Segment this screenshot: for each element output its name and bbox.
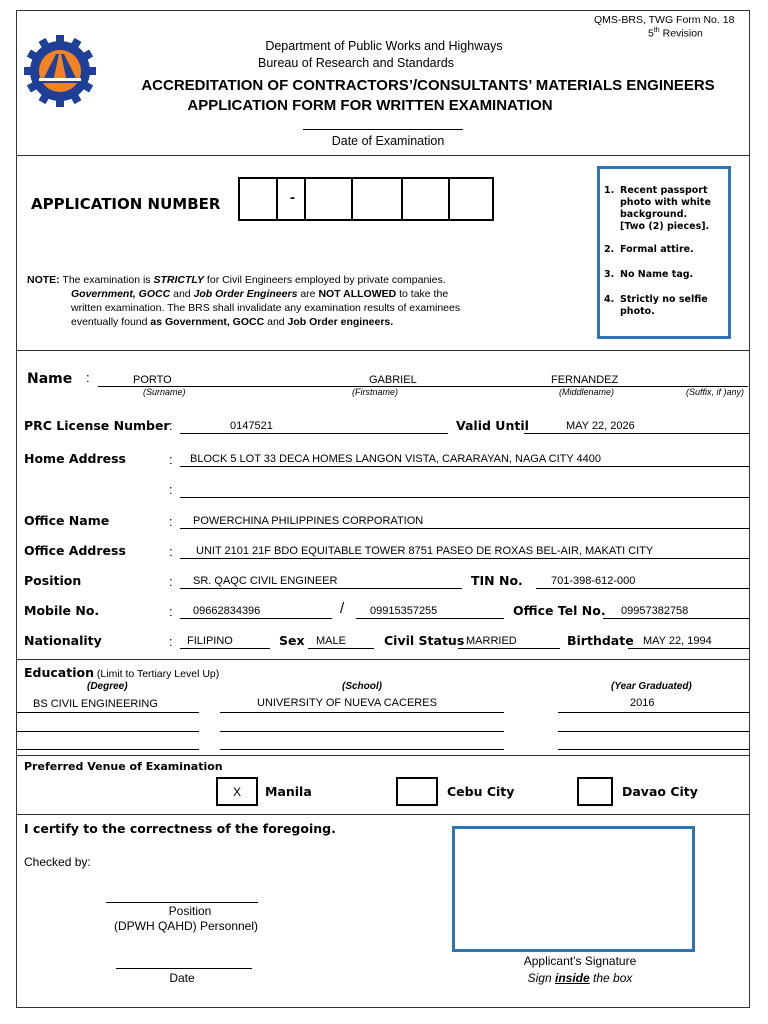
form-title-2: APPLICATION FORM FOR WRITTEN EXAMINATION — [187, 97, 553, 114]
checked-by-label: Checked by: — [24, 855, 91, 869]
sex-label: Sex — [279, 633, 305, 648]
prc-value[interactable]: 0147521 — [230, 420, 273, 432]
school-row-2[interactable] — [220, 731, 504, 732]
office-tel-value[interactable]: 09957382758 — [621, 605, 689, 617]
underline — [308, 648, 374, 649]
education-label: Education (Limit to Tertiary Level Up) — [24, 665, 220, 680]
davao-label: Davao City — [622, 784, 698, 799]
school-row-3[interactable] — [220, 749, 504, 750]
underline — [180, 528, 750, 529]
home-address-label: Home Address — [24, 451, 126, 466]
year-header: (Year Graduated) — [611, 681, 692, 692]
degree-row-3[interactable] — [17, 749, 199, 750]
department-name: Department of Public Works and Highways — [265, 39, 503, 53]
cebu-checkbox[interactable] — [396, 777, 438, 806]
position-value[interactable]: SR. QAQC CIVIL ENGINEER — [193, 575, 338, 587]
degree-row-2[interactable] — [17, 731, 199, 732]
colon: : — [169, 604, 173, 619]
divider — [16, 755, 750, 756]
application-number-dash: - — [290, 189, 295, 206]
signature-box[interactable] — [452, 826, 695, 952]
position-label: Position — [24, 573, 82, 588]
middlename-value[interactable]: FERNANDEZ — [551, 374, 619, 386]
nationality-value[interactable]: FILIPINO — [187, 635, 233, 647]
underline — [180, 433, 448, 434]
underline — [180, 588, 462, 589]
prc-label: PRC License Number — [24, 418, 170, 433]
middlename-caption: (Middlename) — [559, 387, 615, 397]
colon: : — [169, 418, 173, 433]
underline — [180, 466, 750, 467]
degree-header: (Degree) — [87, 681, 128, 692]
form-title-1: ACCREDITATION OF CONTRACTORS’/CONSULTANTS’ MATERIALS ENGINEERS — [141, 77, 715, 94]
underline — [180, 558, 750, 559]
year-row-2[interactable] — [558, 731, 750, 732]
underline — [603, 618, 750, 619]
underline — [458, 648, 560, 649]
surname-caption: (Surname) — [143, 387, 186, 397]
colon: : — [169, 452, 173, 467]
revision: 5th Revision — [648, 27, 703, 40]
position-caption: Position — [168, 904, 212, 918]
venue-label: Preferred Venue of Examination — [24, 760, 223, 773]
underline — [220, 712, 504, 713]
surname-value[interactable]: PORTO — [133, 374, 172, 386]
tin-label: TIN No. — [471, 573, 523, 588]
mobile-separator: / — [340, 600, 345, 617]
colon: : — [86, 370, 90, 385]
school-value[interactable]: UNIVERSITY OF NUEVA CACERES — [257, 697, 437, 709]
sign-inside-caption: Sign inside the box — [527, 971, 633, 985]
photo-box[interactable] — [597, 166, 731, 339]
cebu-label: Cebu City — [447, 784, 515, 799]
underline — [180, 618, 332, 619]
application-number-boxes[interactable] — [238, 177, 494, 221]
colon: : — [169, 574, 173, 589]
valid-until-value[interactable]: MAY 22, 2026 — [566, 420, 635, 432]
suffix-caption: (Suffix, if )any) — [686, 387, 745, 397]
name-line — [98, 386, 748, 387]
underline — [558, 712, 750, 713]
underline — [536, 588, 750, 589]
underline — [17, 712, 199, 713]
divider — [16, 659, 750, 660]
mobile-value-2[interactable]: 09915357255 — [370, 605, 438, 617]
office-address-label: Office Address — [24, 543, 126, 558]
date-of-exam-line[interactable] — [303, 129, 463, 130]
application-number-label: APPLICATION NUMBER — [31, 195, 221, 213]
tin-value[interactable]: 701-398-612-000 — [551, 575, 636, 587]
name-label: Name — [27, 371, 73, 387]
colon: : — [169, 634, 173, 649]
manila-checkbox[interactable] — [216, 777, 258, 806]
mobile-label: Mobile No. — [24, 603, 100, 618]
certify-text: I certify to the correctness of the foregoing. — [24, 821, 336, 836]
firstname-caption: (Firstname) — [352, 387, 399, 397]
divider — [16, 814, 750, 815]
sex-value[interactable]: MALE — [316, 635, 346, 647]
birthdate-value[interactable]: MAY 22, 1994 — [643, 635, 712, 647]
underline — [356, 618, 504, 619]
colon: : — [169, 544, 173, 559]
bureau-name: Bureau of Research and Standards — [258, 56, 454, 70]
exam-note: NOTE: The examination is STRICTLY for Civil Engineers employed by private companies. Government, GOCC and Job Order Engineers are NOT ALLOWED to take the written examination. The BRS shall invalidate any examination results of examinees eventually found as Government, GOCC and Job Order engineers. — [27, 274, 461, 328]
office-tel-label: Office Tel No. — [513, 603, 606, 618]
home-address-line-2[interactable] — [180, 497, 750, 498]
degree-value[interactable]: BS CIVIL ENGINEERING — [33, 698, 158, 710]
divider — [16, 350, 750, 351]
home-address-value[interactable]: BLOCK 5 LOT 33 DECA HOMES LANGON VISTA, CARARAYAN, NAGA CITY 4400 — [190, 453, 602, 465]
office-name-value[interactable]: POWERCHINA PHILIPPINES CORPORATION — [193, 515, 424, 527]
colon: : — [169, 482, 173, 497]
firstname-value[interactable]: GABRIEL — [369, 374, 417, 386]
year-value[interactable]: 2016 — [630, 697, 655, 709]
davao-checkbox[interactable] — [577, 777, 613, 806]
office-address-value[interactable]: UNIT 2101 21F BDO EQUITABLE TOWER 8751 PASEO DE ROXAS BEL-AIR, MAKATI CITY — [196, 545, 654, 557]
manila-label: Manila — [265, 784, 312, 799]
applicant-signature-caption: Applicant’s Signature — [523, 954, 637, 968]
nationality-label: Nationality — [24, 633, 102, 648]
school-header: (School) — [342, 681, 382, 692]
office-name-label: Office Name — [24, 513, 110, 528]
colon: : — [169, 514, 173, 529]
photo-requirements: 1. Recent passport photo with white background. [Two (2) pieces]. 2. Formal attire. 3. No Name tag. 4. Strictly no selfie photo. — [604, 185, 711, 317]
date-caption: Date — [169, 971, 195, 985]
date-line[interactable] — [116, 968, 252, 969]
valid-until-label: Valid Until — [456, 418, 529, 433]
mobile-value-1[interactable]: 09662834396 — [193, 605, 261, 617]
birthdate-label: Birthdate — [567, 633, 634, 648]
personnel-caption: (DPWH QAHD) Personnel) — [113, 919, 259, 933]
underline — [180, 648, 270, 649]
divider — [16, 155, 750, 156]
underline — [628, 648, 750, 649]
civil-status-label: Civil Status — [384, 633, 465, 648]
checker-signature-line[interactable] — [106, 902, 258, 903]
manila-check-mark: X — [232, 785, 241, 799]
civil-status-value[interactable]: MARRIED — [466, 635, 517, 647]
form-number: QMS-BRS, TWG Form No. 18 — [594, 14, 735, 26]
date-of-exam-label: Date of Examination — [331, 134, 445, 148]
year-row-3[interactable] — [558, 749, 750, 750]
underline — [524, 433, 750, 434]
